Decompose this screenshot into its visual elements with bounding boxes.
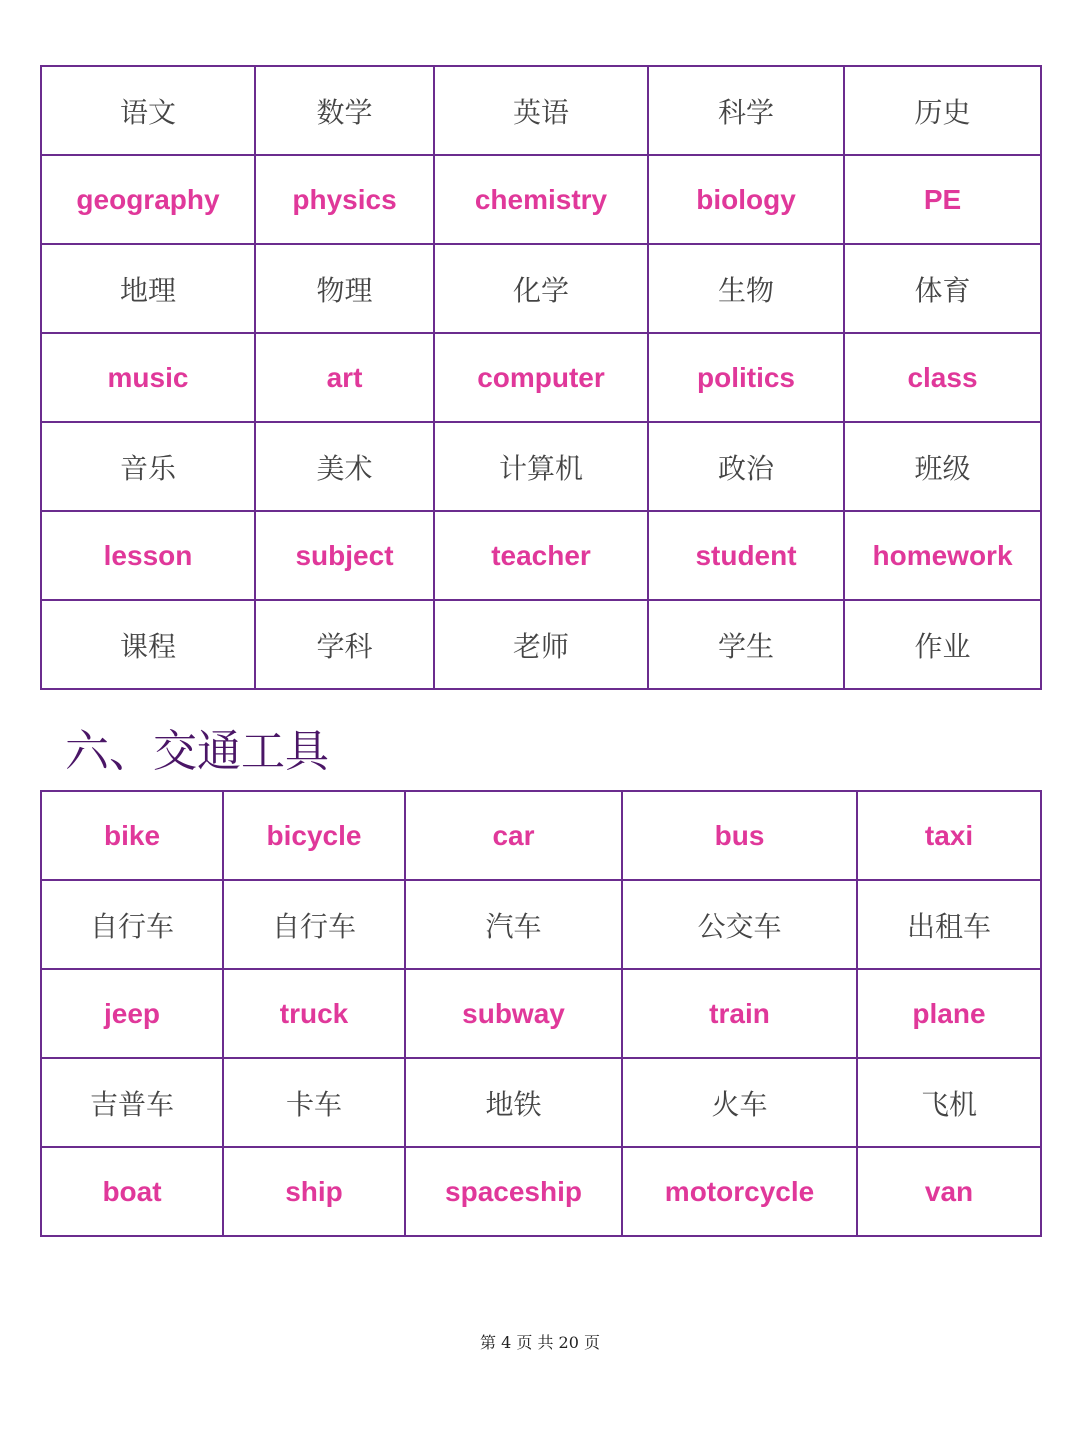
english-word-cell: taxi: [857, 791, 1041, 880]
chinese-word-cell: 历史: [844, 66, 1041, 155]
english-word-cell: ship: [223, 1147, 405, 1236]
english-word-cell: homework: [844, 511, 1041, 600]
chinese-word-cell: 物理: [255, 244, 434, 333]
chinese-word-cell: 自行车: [223, 880, 405, 969]
chinese-word-cell: 出租车: [857, 880, 1041, 969]
table-row: [41, 155, 1041, 244]
english-word-cell: boat: [41, 1147, 223, 1236]
chinese-word-cell: 作业: [844, 600, 1041, 689]
english-word-cell: PE: [844, 155, 1041, 244]
english-word-cell: subject: [255, 511, 434, 600]
chinese-word-cell: 英语: [434, 66, 648, 155]
english-word-cell: physics: [255, 155, 434, 244]
chinese-word-cell: 汽车: [405, 880, 622, 969]
english-word-cell: class: [844, 333, 1041, 422]
table-row: [41, 511, 1041, 600]
english-word-cell: lesson: [41, 511, 255, 600]
chinese-word-cell: 课程: [41, 600, 255, 689]
table-row: [41, 422, 1041, 511]
table-row: [41, 244, 1041, 333]
chinese-word-cell: 公交车: [622, 880, 857, 969]
english-word-cell: bike: [41, 791, 223, 880]
english-word-cell: geography: [41, 155, 255, 244]
english-word-cell: plane: [857, 969, 1041, 1058]
chinese-word-cell: 吉普车: [41, 1058, 223, 1147]
table-row: [41, 1147, 1041, 1236]
transport-vocab-table: [40, 790, 1042, 1237]
english-word-cell: train: [622, 969, 857, 1058]
subjects-vocab-table: [40, 65, 1042, 690]
english-word-cell: motorcycle: [622, 1147, 857, 1236]
table-row: [41, 333, 1041, 422]
chinese-word-cell: 班级: [844, 422, 1041, 511]
english-word-cell: biology: [648, 155, 844, 244]
page-footer: 第 4 页 共 20 页: [480, 1333, 600, 1352]
chinese-word-cell: 飞机: [857, 1058, 1041, 1147]
table-row: [41, 969, 1041, 1058]
table-row: [41, 1058, 1041, 1147]
chinese-word-cell: 地理: [41, 244, 255, 333]
english-word-cell: truck: [223, 969, 405, 1058]
chinese-word-cell: 政治: [648, 422, 844, 511]
english-word-cell: spaceship: [405, 1147, 622, 1236]
chinese-word-cell: 卡车: [223, 1058, 405, 1147]
chinese-word-cell: 科学: [648, 66, 844, 155]
english-word-cell: bicycle: [223, 791, 405, 880]
english-word-cell: subway: [405, 969, 622, 1058]
chinese-word-cell: 体育: [844, 244, 1041, 333]
chinese-word-cell: 学科: [255, 600, 434, 689]
english-word-cell: politics: [648, 333, 844, 422]
chinese-word-cell: 语文: [41, 66, 255, 155]
english-word-cell: teacher: [434, 511, 648, 600]
chinese-word-cell: 计算机: [434, 422, 648, 511]
chinese-word-cell: 自行车: [41, 880, 223, 969]
table-row: [41, 791, 1041, 880]
chinese-word-cell: 火车: [622, 1058, 857, 1147]
english-word-cell: car: [405, 791, 622, 880]
table-row: [41, 880, 1041, 969]
chinese-word-cell: 数学: [255, 66, 434, 155]
english-word-cell: van: [857, 1147, 1041, 1236]
english-word-cell: bus: [622, 791, 857, 880]
table-row: [41, 66, 1041, 155]
table-row: [41, 600, 1041, 689]
english-word-cell: student: [648, 511, 844, 600]
english-word-cell: chemistry: [434, 155, 648, 244]
chinese-word-cell: 地铁: [405, 1058, 622, 1147]
english-word-cell: computer: [434, 333, 648, 422]
english-word-cell: jeep: [41, 969, 223, 1058]
english-word-cell: music: [41, 333, 255, 422]
section-title: 六、交通工具: [65, 726, 329, 777]
chinese-word-cell: 老师: [434, 600, 648, 689]
chinese-word-cell: 学生: [648, 600, 844, 689]
chinese-word-cell: 音乐: [41, 422, 255, 511]
chinese-word-cell: 美术: [255, 422, 434, 511]
chinese-word-cell: 化学: [434, 244, 648, 333]
chinese-word-cell: 生物: [648, 244, 844, 333]
english-word-cell: art: [255, 333, 434, 422]
